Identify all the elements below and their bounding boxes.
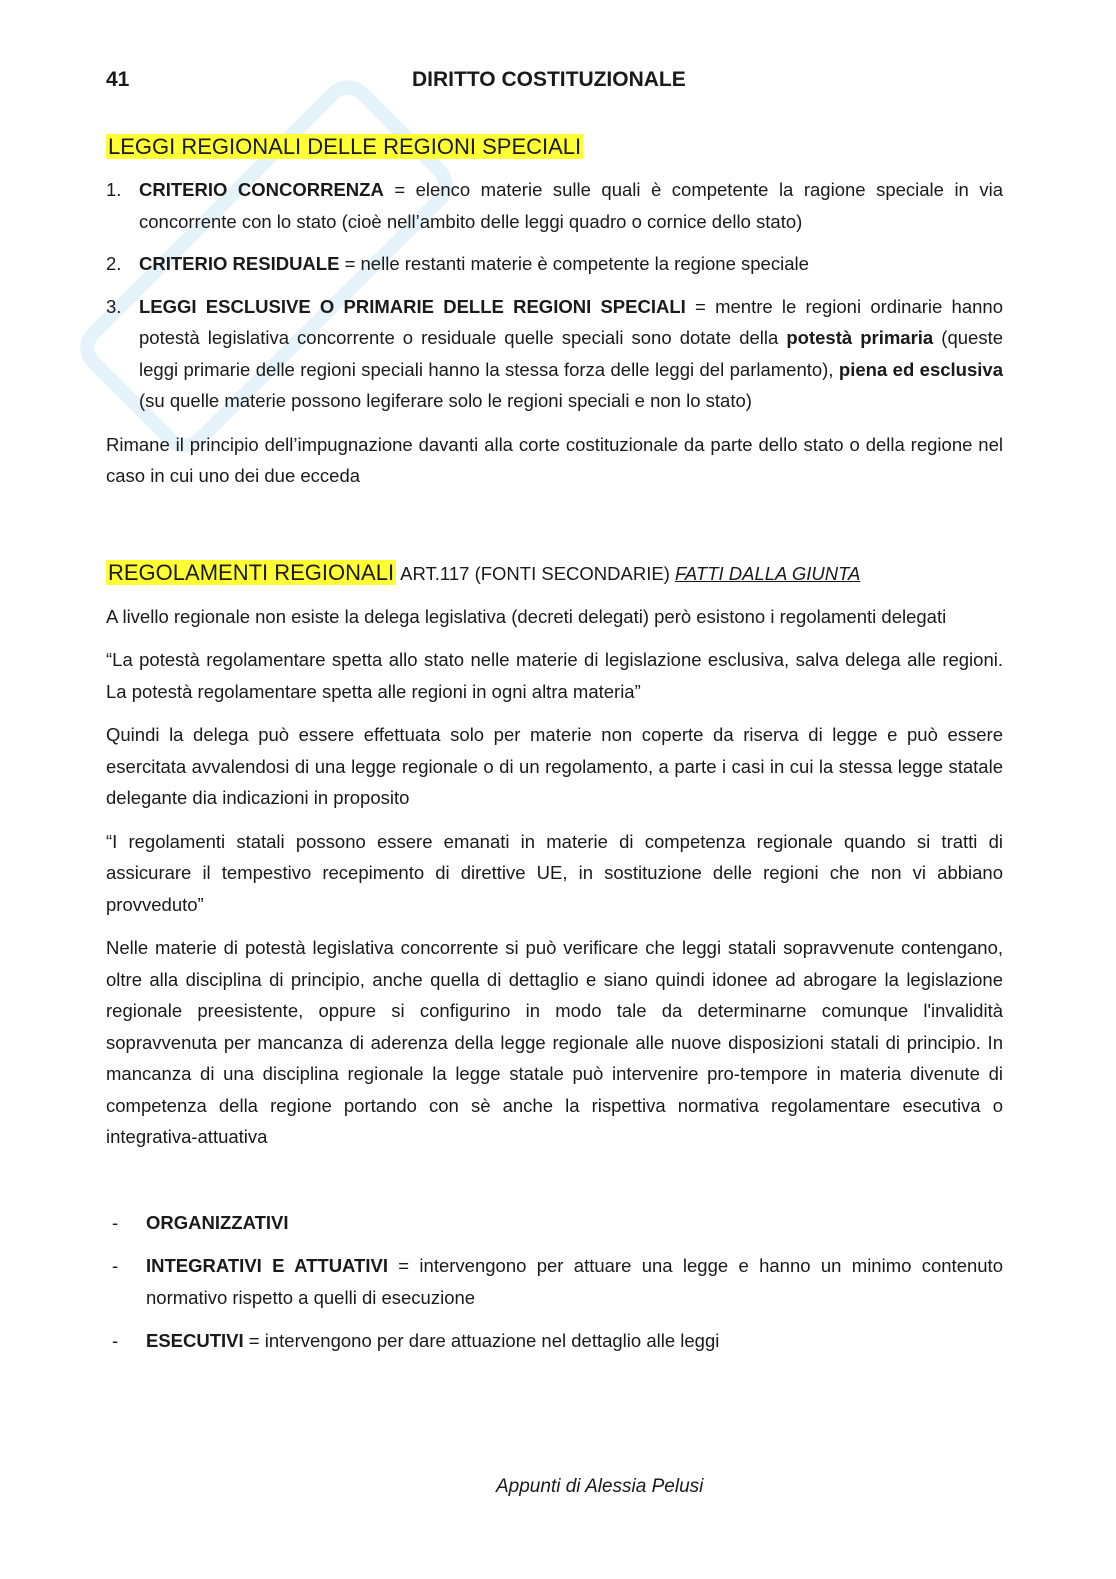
section-heading-regolamenti <box>106 556 1003 591</box>
list-marker: 1. <box>106 179 122 200</box>
list-item <box>106 1207 1003 1239</box>
term-definition: = intervengono per dare attuazione nel dettaglio alle leggi <box>243 1330 720 1351</box>
term-bold: LEGGI ESCLUSIVE O PRIMARIE DELLE REGIONI SPECIALI <box>139 295 686 317</box>
list-item <box>106 1250 1003 1313</box>
term-bold: ORGANIZZATIVI <box>146 1211 289 1233</box>
term-bold: CRITERIO CONCORRENZA <box>139 179 384 200</box>
paragraph: “I regolamenti statali possono essere emanati in materie di competenza regionale quando si tratti di assicurare il tempestivo recepimento di direttive UE, in sostituzione delle regioni che non vi abbiano provveduto” <box>106 830 1003 915</box>
regulation-types-list <box>106 1207 1003 1357</box>
section-heading-subtitle: ART.117 (FONTI SECONDARIE) <box>396 562 675 584</box>
paragraph: A livello regionale non esiste la delega legislativa (decreti delegati) però esistono i regolamenti delegati <box>106 605 947 627</box>
term-definition: = nelle restanti materie è competente la regione speciale <box>339 253 809 274</box>
list-item <box>106 174 1003 237</box>
section-heading-text: LEGGI REGIONALI DELLE REGIONI SPECIALI <box>108 134 582 159</box>
list-item <box>106 291 1003 417</box>
paragraph: “La potestà regolamentare spetta allo stato nelle materie di legislazione esclusiva, salva delega alle regioni. La potestà regolamentare spetta alle regioni in ogni altra materia” <box>106 649 1003 702</box>
footer-author: Appunti di Alessia Pelusi <box>496 1476 704 1497</box>
document-title: DIRITTO COSTITUZIONALE <box>412 68 686 91</box>
list-marker: - <box>112 1330 119 1351</box>
term-bold: CRITERIO RESIDUALE <box>139 253 340 274</box>
term-bold: piena ed esclusiva <box>838 358 1003 380</box>
list-marker: - <box>112 1255 119 1276</box>
paragraph: Rimane il principio dell’impugnazione davanti alla corte costituzionale da parte dello stato o della regione nel caso in cui uno dei due ecceda <box>106 433 1003 486</box>
term-bold: INTEGRATIVI E ATTUATIVI <box>146 1255 388 1276</box>
paragraph: Quindi la delega può essere effettuata solo per materie non coperte da riserva di legge e può essere esercitata avvalendosi di una legge regionale o di un regolamento, a parte i casi in cui la stessa legge statale delegante dia indicazioni in proposito <box>106 724 1003 808</box>
list-item <box>106 1325 1003 1357</box>
term-definition: = intervengono per attuare una legge e hanno un minimo contenuto normativo rispetto a quelli di esecuzione <box>146 1255 1003 1308</box>
term-bold: potestà primaria <box>786 327 934 348</box>
section-heading-emphasis: FATTI DALLA GIUNTA <box>675 562 861 584</box>
term-definition: = mentre le regioni ordinarie hanno potestà legislativa concorrente o residuale quelle speciali sono dotate della <box>139 295 1003 348</box>
term-definition: (queste leggi primarie delle regioni speciali hanno la stessa forza delle leggi del parlamento), <box>139 327 1004 380</box>
section-heading-text: REGOLAMENTI REGIONALI <box>108 559 395 585</box>
list-marker: 3. <box>106 295 122 317</box>
term-definition: = elenco materie sulle quali è competente la ragione speciale in via concorrente con lo stato (cioè nell’ambito delle leggi quadro o cornice dello stato) <box>139 179 1003 232</box>
term-definition: (su quelle materie possono legiferare solo le regioni speciali e non lo stato) <box>139 390 752 411</box>
page-number: 41 <box>106 68 130 91</box>
list-marker: 2. <box>106 253 122 274</box>
document-body <box>106 130 1003 1369</box>
section-heading-leggi-regionali <box>106 130 1003 164</box>
list-item <box>106 248 1003 280</box>
criteria-list <box>106 174 1003 417</box>
list-marker: - <box>112 1211 119 1233</box>
paragraph: Nelle materie di potestà legislativa concorrente si può verificare che leggi statali sopravvenute contengano, oltre alla disciplina di principio, anche quella di dettaglio e siano quindi idonee ad abrogare la legislazione regionale preesistente, oppure si configurino in modo tale da determinarne comunque l'invalidità sopravvenuta per mancanza di aderenza della legge regionale alle nuove disposizioni statali di principio. In mancanza di una disciplina regionale la legge statale può intervenire pro-tempore in materia divenute di competenza della regione portando con sè anche la rispettiva normativa regolamentare esecutiva o integrativa-attuativa <box>106 937 1003 1147</box>
term-bold: ESECUTIVI <box>146 1330 244 1351</box>
